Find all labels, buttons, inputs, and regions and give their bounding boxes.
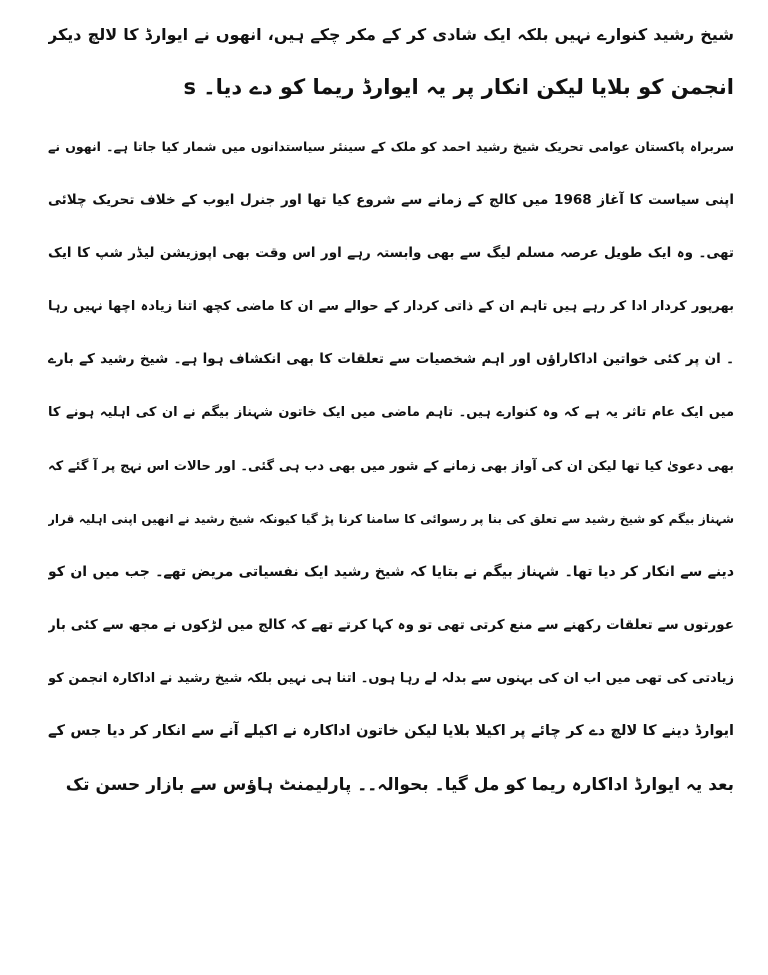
article-line: بھی دعویٰ کیا تھا لیکن ان کی آواز بھی زمانے کے شور میں بھی دب ہی گئی۔ اور حالات اس نہج پر آ گئے کہ xyxy=(48,458,734,474)
article-line: عورتوں سے تعلقات رکھنے سے منع کرتی تھی تو وہ کہا کرتے تھے کہ کالج میں لڑکوں نے مجھ سے کئی بار xyxy=(48,617,734,634)
article-line: ۔ ان پر کئی خواتین اداکاراؤں اور اہم شخصیات سے تعلقات کا بھی انکشاف ہوا ہے۔ شیخ رشید کے بارے xyxy=(48,351,734,368)
article-line: تھی۔ وہ ایک طویل عرصہ مسلم لیگ سے بھی وابستہ رہے اور اس وقت بھی اپوزیشن لیڈر شپ کا ایک xyxy=(48,244,734,261)
intro-paragraph xyxy=(48,8,734,114)
article-line: میں ایک عام تاثر یہ ہے کہ وہ کنوارے ہیں۔ تاہم ماضی میں ایک خاتون شہناز بیگم نے ان کی اہلیہ ہونے کا xyxy=(48,405,734,421)
intro-line: شیخ رشید کنوارے نہیں بلکہ ایک شادی کر کے مکر چکے ہیں، انھوں نے ایوارڈ کا لالچ دیکر xyxy=(48,25,734,44)
article-line: بھرپور کردار ادا کر رہے ہیں تاہم ان کے ذاتی کردار کے حوالے سے ان کا ماضی کچھ اتنا زیادہ اچھا نہیں رہا xyxy=(48,298,734,314)
article-line: ایوارڈ دینے کا لالچ دے کر چائے پر اکیلا بلایا لیکن خاتون اداکارہ نے اکیلے آنے سے انکار کر دیا جس کے xyxy=(48,723,734,740)
article-paragraph xyxy=(48,120,734,811)
article-line: بعد یہ ایوارڈ اداکارہ ریما کو مل گیا۔ بحوالہ۔۔ پارلیمنٹ ہاؤس سے بازار حسن تک xyxy=(65,774,734,795)
article-line: سربراہ پاکستان عوامی تحریک شیخ رشید احمد کو ملک کے سینئر سیاستدانوں میں شمار کیا جاتا ہے۔ انھوں نے xyxy=(48,139,734,155)
article-line: دینے سے انکار کر دیا تھا۔ شہناز بیگم نے بتایا کہ شیخ رشید ایک نفسیاتی مریض تھے۔ جب میں ان کو xyxy=(48,563,734,580)
intro-line: انجمن کو بلایا لیکن انکار پر یہ ایوارڈ ریما کو دے دیا۔ s xyxy=(183,75,734,100)
article-line: اپنی سیاست کا آغاز 1968 میں کالج کے زمانے سے شروع کیا تھا اور جنرل ایوب کے خلاف تحریک چلائی xyxy=(48,191,734,208)
article-line: شہناز بیگم کو شیخ رشید سے تعلق کی بنا پر رسوائی کا سامنا کرنا پڑ گیا کیونکہ شیخ رشید نے انھیں اپنی اہلیہ قرار xyxy=(48,511,734,526)
article-line: زیادتی کی تھی میں اب ان کی بہنوں سے بدلہ لے رہا ہوں۔ اتنا ہی نہیں بلکہ شیخ رشید نے اداکارہ انجمن کو xyxy=(48,671,734,687)
